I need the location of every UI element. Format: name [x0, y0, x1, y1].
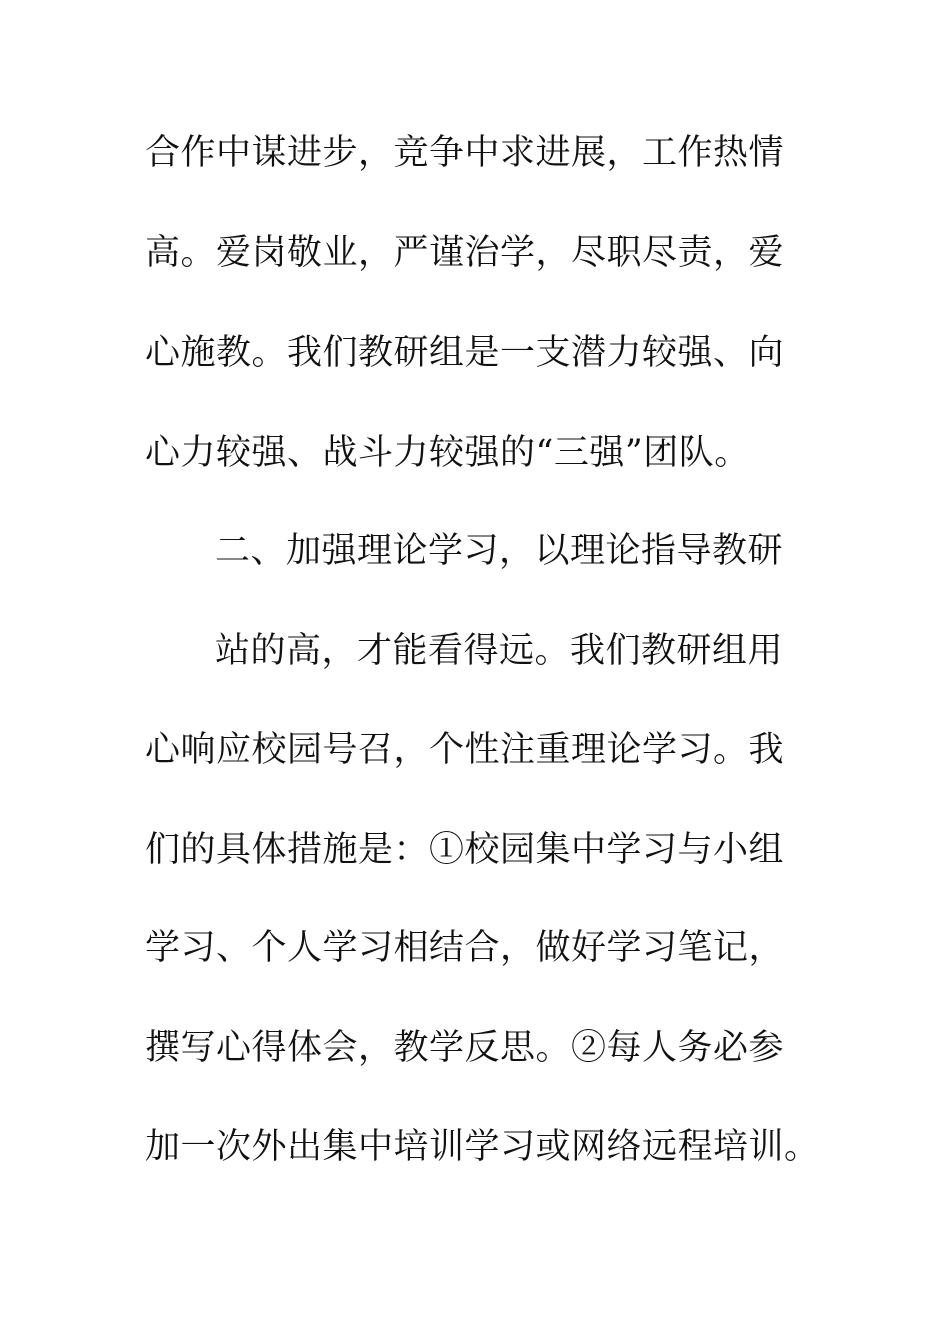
paragraph-first-line: 站的高，才能看得远。我们教研组用	[215, 631, 784, 671]
paragraph-line: 心施教。我们教研组是一支潜力较强、向	[145, 333, 785, 373]
paragraph-line: 学习、个人学习相结合，做好学习笔记，	[145, 928, 785, 968]
paragraph-line: 心响应校园号召，个性注重理论学习。我	[145, 730, 785, 770]
paragraph-line: 高。爱岗敬业，严谨治学，尽职尽责，爱	[145, 233, 785, 273]
paragraph-line: 心力较强、战斗力较强的“三强”团队。	[145, 433, 750, 473]
paragraph-line: 撰写心得体会，教学反思。②每人务必参	[145, 1028, 785, 1068]
paragraph-line: 加一次外出集中培训学习或网络远程培训。	[145, 1127, 820, 1167]
paragraph-line: 合作中谋进步，竞争中求进展，工作热情	[145, 133, 785, 173]
paragraph-line: 们的具体措施是：①校园集中学习与小组	[145, 830, 785, 870]
section-heading: 二、加强理论学习，以理论指导教研	[215, 531, 784, 571]
